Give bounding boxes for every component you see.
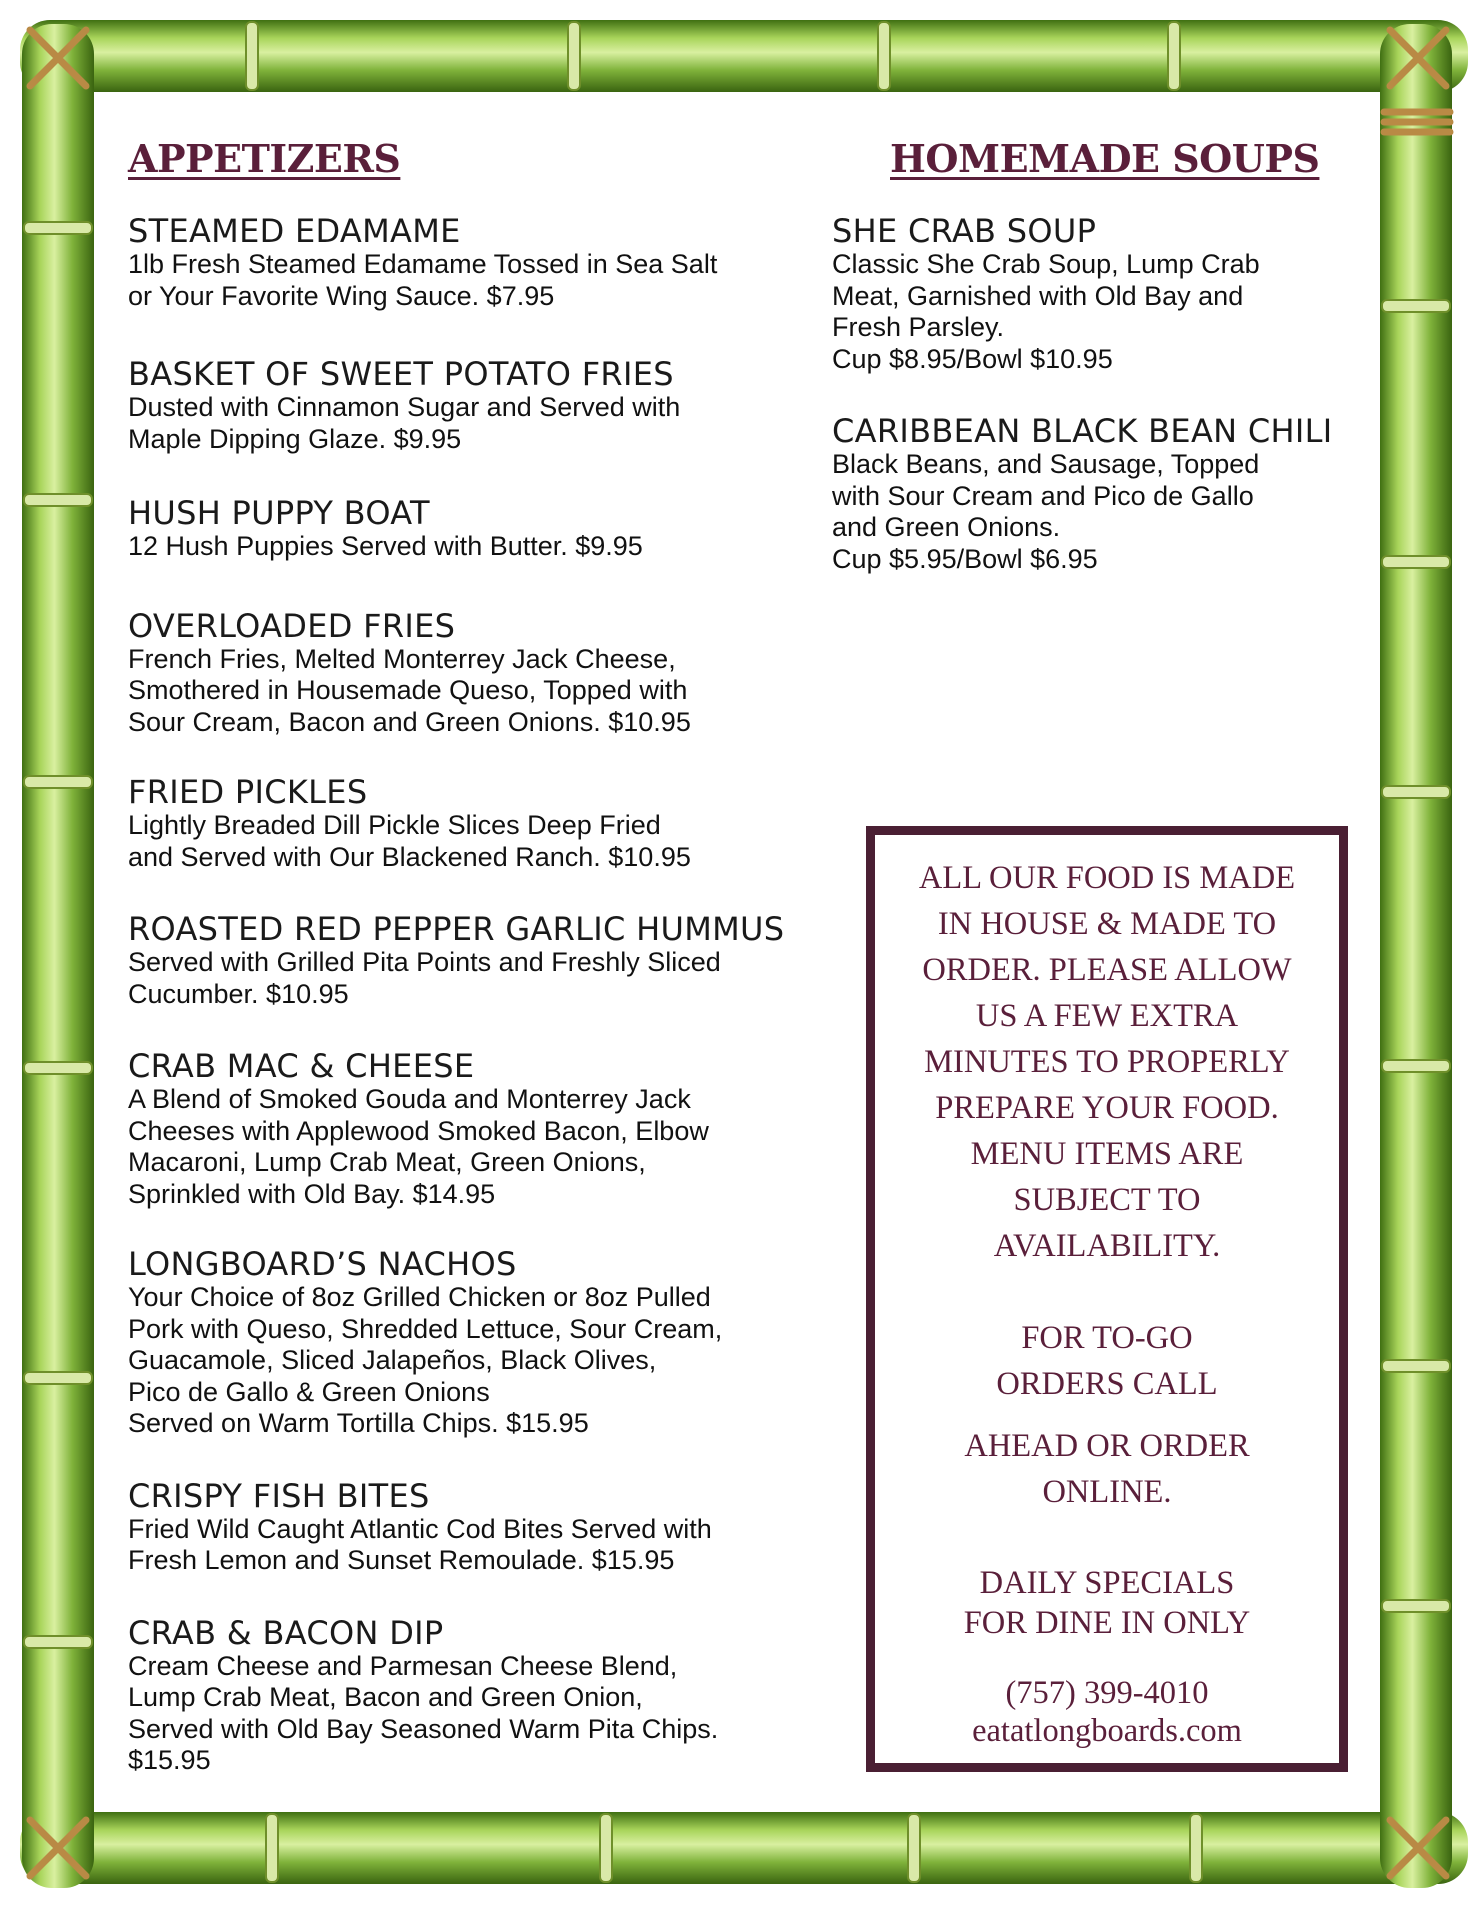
item-description: Fried Wild Caught Atlantic Cod Bites Served with Fresh Lemon and Sunset Remoulade. $15.95	[128, 1513, 712, 1575]
menu-item	[128, 495, 828, 563]
website-link[interactable]: eatatlongboards.com	[972, 1713, 1242, 1749]
made-in-house-notice: ALL OUR FOOD IS MADE IN HOUSE & MADE TO ORDER. PLEASE ALLOW US A FEW EXTRA MINUTES TO PROPERLY PREPARE YOUR FOOD. MENU ITEMS ARE SUBJECT TO AVAILABILITY.	[918, 860, 1296, 1264]
item-name: CRISPY FISH BITES	[128, 1476, 430, 1515]
info-notice-box	[866, 826, 1348, 1772]
phone-number[interactable]: (757) 399-4010	[1005, 1675, 1209, 1711]
appetizers-title: APPETIZERS	[128, 136, 401, 181]
menu-item	[128, 1048, 828, 1210]
item-name: ROASTED RED PEPPER GARLIC HUMMUS	[128, 910, 785, 948]
soups-title: HOMEMADE SOUPS	[890, 136, 1320, 181]
item-name: STEAMED EDAMAME	[128, 212, 461, 250]
menu-item	[128, 608, 828, 739]
menu-item	[128, 1478, 828, 1577]
appetizers-list	[128, 213, 828, 1777]
item-description: 12 Hush Puppies Served with Butter. $9.95	[128, 531, 643, 561]
menu-item	[832, 413, 1362, 575]
item-description: Served with Grilled Pita Points and Freshly Sliced Cucumber. $10.95	[128, 947, 721, 1009]
to-go-notice-line1: FOR TO-GO ORDERS CALL	[996, 1320, 1218, 1402]
menu-item	[128, 356, 828, 455]
soups-list	[832, 213, 1362, 575]
to-go-notice-line2: AHEAD OR ORDER ONLINE.	[964, 1428, 1250, 1510]
item-name: SHE CRAB SOUP	[832, 212, 1097, 250]
menu-item	[128, 213, 828, 312]
item-name: CARIBBEAN BLACK BEAN CHILI	[832, 412, 1333, 450]
menu-item	[128, 911, 828, 1010]
item-name: OVERLOADED FRIES	[128, 606, 456, 645]
item-name: HUSH PUPPY BOAT	[128, 494, 430, 532]
item-description: Dusted with Cinnamon Sugar and Served with Maple Dipping Glaze. $9.95	[128, 392, 681, 454]
item-description: 1lb Fresh Steamed Edamame Tossed in Sea Salt or Your Favorite Wing Sauce. $7.95	[128, 249, 718, 311]
item-description: Your Choice of 8oz Grilled Chicken or 8oz Pulled Pork with Queso, Shredded Lettuce, Sour Cream, Guacamole, Sliced Jalapeños, Black Olives, Pico de Gallo & Green Onions Served on Warm Tortilla Chips. $15.95	[128, 1282, 723, 1438]
item-name: CRAB MAC & CHEESE	[128, 1047, 475, 1085]
daily-specials-notice: DAILY SPECIALS FOR DINE IN ONLY	[963, 1565, 1251, 1641]
item-description: Classic She Crab Soup, Lump Crab Meat, Garnished with Old Bay and Fresh Parsley. Cup $8.95/Bowl $10.95	[832, 249, 1260, 374]
item-name: BASKET OF SWEET POTATO FRIES	[128, 355, 674, 393]
item-description: Cream Cheese and Parmesan Cheese Blend, Lump Crab Meat, Bacon and Green Onion, Served with Old Bay Seasoned Warm Pita Chips. $15.95	[128, 1650, 719, 1775]
menu-item	[128, 1246, 828, 1440]
item-description: A Blend of Smoked Gouda and Monterrey Jack Cheeses with Applewood Smoked Bacon, Elbow Macaroni, Lump Crab Meat, Green Onions, Sprinkled with Old Bay. $14.95	[128, 1084, 709, 1209]
item-name: FRIED PICKLES	[128, 773, 368, 811]
menu-item	[128, 774, 828, 873]
item-description: French Fries, Melted Monterrey Jack Cheese, Smothered in Housemade Queso, Topped with Sour Cream, Bacon and Green Onions. $10.95	[128, 643, 691, 737]
item-name: CRAB & BACON DIP	[128, 1613, 444, 1652]
item-name: LONGBOARD’S NACHOS	[128, 1245, 517, 1283]
menu-item	[832, 213, 1362, 375]
menu-item	[128, 1615, 828, 1777]
item-description: Lightly Breaded Dill Pickle Slices Deep Fried and Served with Our Blackened Ranch. $10.95	[128, 810, 691, 872]
item-description: Black Beans, and Sausage, Topped with Sour Cream and Pico de Gallo and Green Onions. Cup $5.95/Bowl $6.95	[832, 449, 1260, 574]
